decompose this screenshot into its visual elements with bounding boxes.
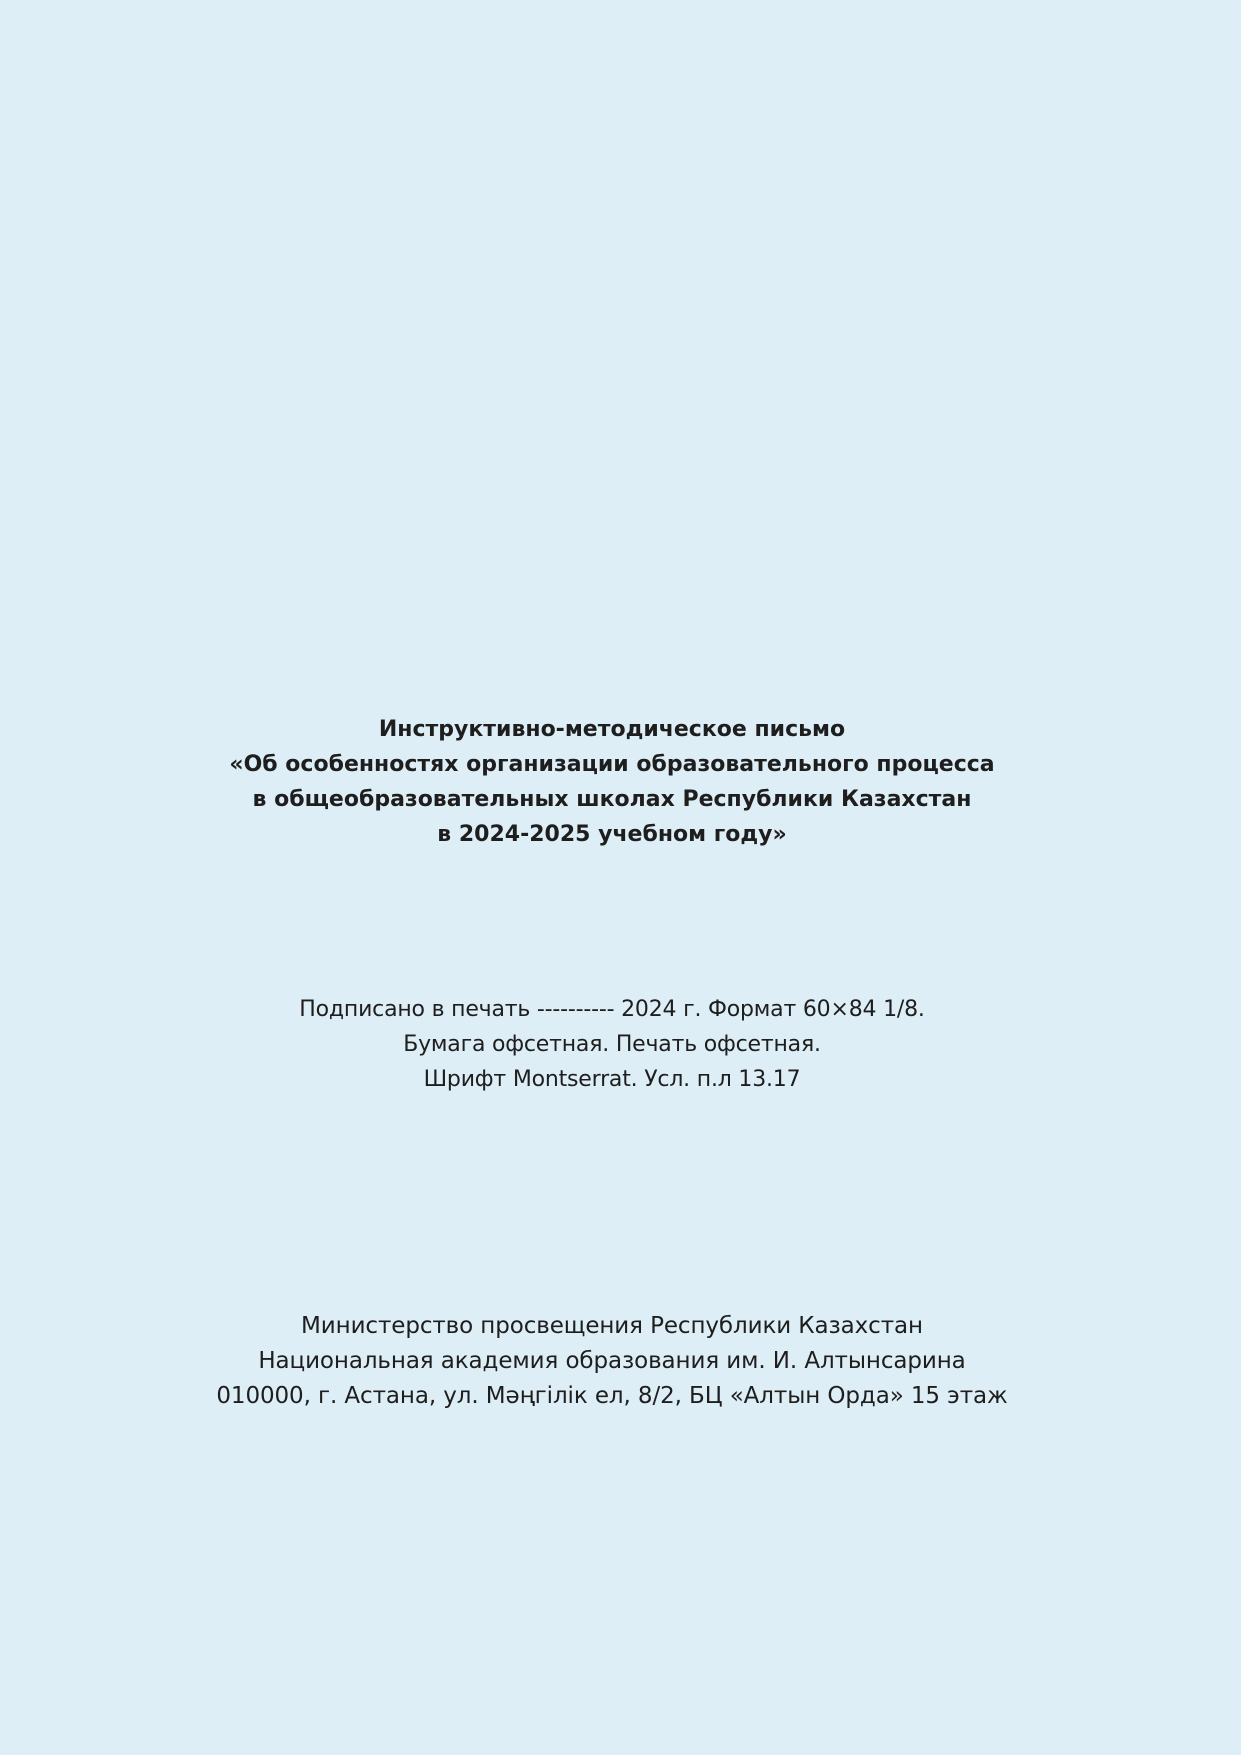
publisher-ministry: Министерство просвещения Республики Казахстан	[301, 1313, 923, 1339]
title-line-4: в 2024-2025 учебном году»	[437, 822, 787, 847]
publisher-academy: Национальная академия образования им. И. Алтынсарина	[258, 1348, 966, 1374]
publisher-info	[0, 1309, 1224, 1414]
imprint-line-2: Бумага офсетная. Печать офсетная.	[403, 1032, 821, 1057]
publisher-address: 010000, г. Астана, ул. Мәңгілік ел, 8/2, БЦ «Алтын Орда» 15 этаж	[216, 1383, 1008, 1409]
title-line-3: в общеобразовательных школах Республики Казахстан	[252, 787, 972, 812]
title-line-1: Инструктивно-методическое письмо	[378, 717, 846, 742]
imprint-details	[0, 992, 1224, 1097]
imprint-line-3: Шрифт Montserrat. Усл. п.л 13.17	[423, 1067, 801, 1092]
document-title	[0, 712, 1224, 852]
title-line-2: «Об особенностях организации образовательного процесса	[229, 752, 995, 777]
imprint-line-1: Подписано в печать ---------- 2024 г. Формат 60×84 1/8.	[299, 997, 925, 1022]
